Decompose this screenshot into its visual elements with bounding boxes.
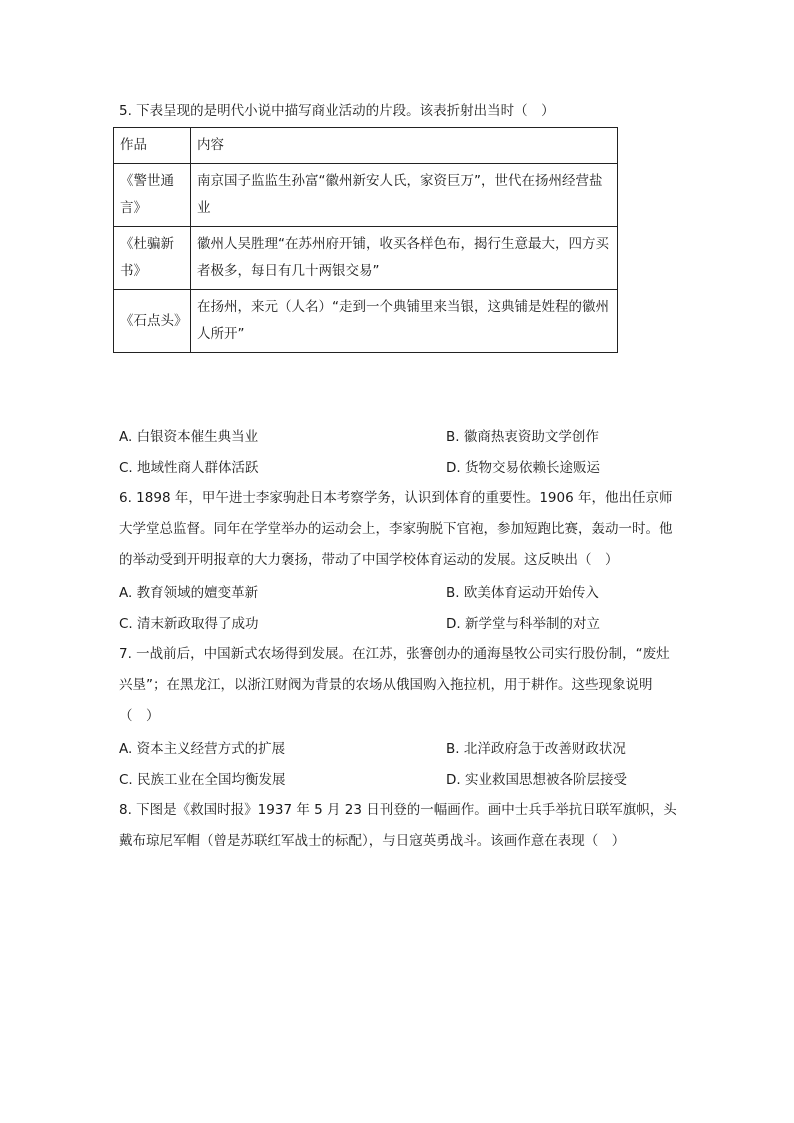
question-8-stem: 8. 下图是《救国时报》1937 年 5 月 23 日刊登的一幅画作。画中士兵手举抗日联军旗帜，头戴布琼尼军帽（曾是苏联红军战士的标配），与日寇英勇战斗。该画作意在表现（ ） <box>119 802 677 849</box>
table-cell-content: 南京国子监监生孙富“徽州新安人氏，家资巨万”，世代在扬州经营盐业 <box>191 164 618 227</box>
q7-option-b: B. 北洋政府急于改善财政状况 <box>446 741 626 757</box>
question-5-stem: 5. 下表呈现的是明代小说中描写商业活动的片段。该表折射出当时（ ） <box>119 103 555 119</box>
question-6-stem: 6. 1898 年，甲午进士李家驹赴日本考察学务，认识到体育的重要性。1906 年，他出任京师大学堂总监督。同年在学堂举办的运动会上，李家驹脱下官袍，参加短跑比赛，轰动一时。他的举动受到开明报章的大力褒扬，带动了中国学校体育运动的发展。这反映出（ ） <box>119 490 673 568</box>
q7-option-d: D. 实业救国思想被各阶层接受 <box>446 772 627 788</box>
q6-option-d: D. 新学堂与科举制的对立 <box>446 616 600 632</box>
q6-option-a: A. 教育领域的嬗变革新 <box>119 585 259 601</box>
table-row <box>114 227 618 290</box>
q5-option-a: A. 白银资本催生典当业 <box>119 429 259 445</box>
question-7-stem: 7. 一战前后，中国新式农场得到发展。在江苏，张謇创办的通海垦牧公司实行股份制，“废灶兴垦”；在黑龙江，以浙江财阀为背景的农场从俄国购入拖拉机，用于耕作。这些现象说明（ ） <box>119 646 670 724</box>
q5-option-b: B. 徽商热衷资助文学创作 <box>446 429 599 445</box>
table-cell-work: 《警世通言》 <box>114 164 191 227</box>
table-row <box>114 290 618 353</box>
table-cell-work: 《石点头》 <box>114 290 191 353</box>
table-cell-content: 在扬州，来元（人名）“走到一个典铺里来当银，这典铺是姓程的徽州人所开” <box>191 290 618 353</box>
table-header-content: 内容 <box>191 128 618 164</box>
q7-option-a: A. 资本主义经营方式的扩展 <box>119 741 286 757</box>
table-cell-content: 徽州人吴胜理“在苏州府开铺，收买各样色布，揭行生意最大，四方买者极多，每日有几十两银交易” <box>191 227 618 290</box>
table-header-work: 作品 <box>114 128 191 164</box>
question-5-table <box>113 127 618 353</box>
q6-option-c: C. 清末新政取得了成功 <box>119 616 259 632</box>
table-cell-work: 《杜骗新书》 <box>114 227 191 290</box>
table-row <box>114 164 618 227</box>
q7-option-c: C. 民族工业在全国均衡发展 <box>119 772 286 788</box>
q6-option-b: B. 欧美体育运动开始传入 <box>446 585 599 601</box>
table-header-row <box>114 128 618 164</box>
q5-option-c: C. 地域性商人群体活跃 <box>119 460 259 476</box>
q5-option-d: D. 货物交易依赖长途贩运 <box>446 460 600 476</box>
